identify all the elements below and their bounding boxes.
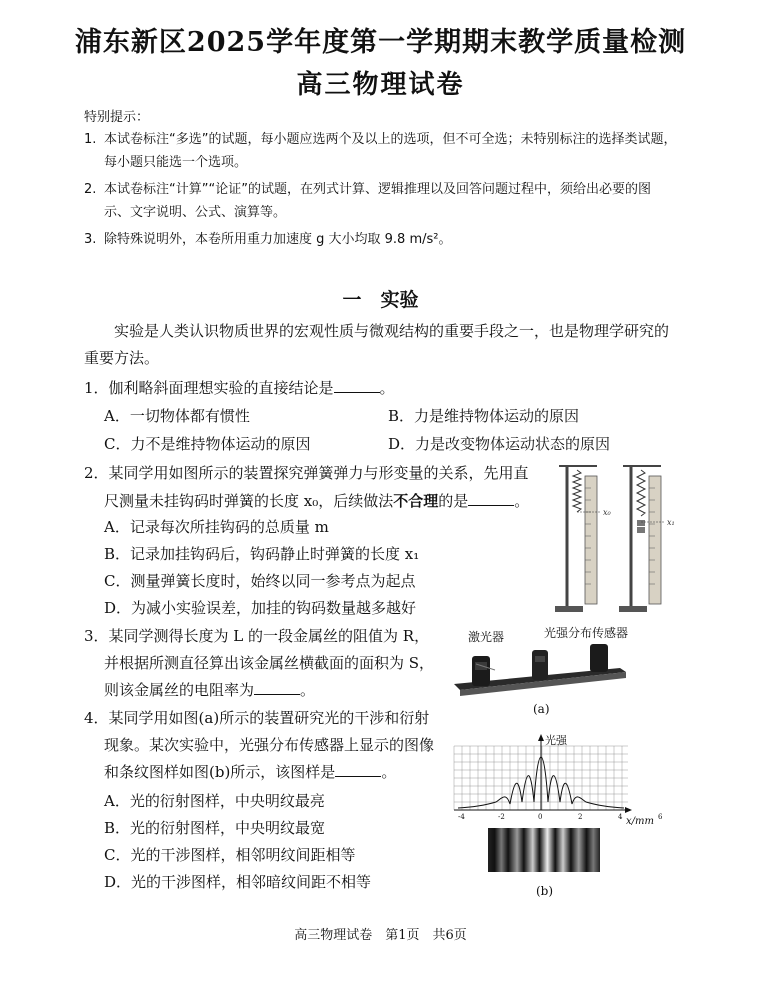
q4-text: 和条纹图样如图(b)所示，该图样是 — [104, 763, 336, 781]
intensity-graph-figure — [446, 732, 661, 882]
x-tick-label: -4 — [458, 813, 465, 821]
laser-rail-figure — [450, 644, 630, 702]
sensor-label: 光强分布传感器 — [544, 626, 629, 640]
section-title: 一 实验 — [342, 289, 419, 311]
x-axis-label: x/mm — [626, 816, 654, 827]
laser-label: 激光器 — [468, 630, 505, 644]
q4-option-b[interactable]: B．光的衍射图样，中央明纹最宽 — [104, 819, 326, 837]
x-tick-label: 4 — [618, 813, 623, 821]
fringe-pattern — [488, 828, 600, 872]
note-text: 示、文字说明、公式、演算等。 — [104, 205, 287, 220]
y-axis-label: 光强 — [545, 734, 567, 747]
q4-option-d[interactable]: D．光的干涉图样，相邻暗纹间距不相等 — [104, 873, 372, 891]
note-text: 除特殊说明外，本卷所用重力加速度 g 大小均取 9.8 m/s²。 — [104, 232, 452, 247]
q2-end: 。 — [514, 492, 530, 510]
x-tick-label: 6 — [658, 813, 663, 821]
note-num: 1. — [84, 132, 97, 147]
q3-line — [104, 676, 315, 705]
q4-end: 。 — [381, 763, 397, 781]
page-footer: 高三物理试卷 第1页 共6页 — [294, 928, 467, 943]
x-tick-label: -2 — [498, 813, 505, 821]
q3-end: 。 — [300, 681, 316, 699]
answer-blank[interactable] — [468, 491, 514, 506]
figure-b-caption: (b) — [536, 884, 554, 898]
q1-option-d[interactable]: D．力是改变物体运动状态的原因 — [388, 435, 611, 453]
q2-line — [104, 487, 529, 516]
answer-blank[interactable] — [334, 378, 380, 393]
note-text: 本试卷标注“多选”的试题，每小题应选两个及以上的选项，但不可全选；未特别标注的选择类试题， — [104, 132, 677, 147]
q2-option-d[interactable]: D．为减小实验误差，加挂的钩码数量越多越好 — [104, 599, 417, 617]
note-text: 本试卷标注“计算”“论证”的试题，在列式计算、逻辑推理以及回答问题过程中，须给出必要的图 — [104, 182, 651, 197]
spring-apparatus-figure — [555, 458, 685, 616]
q4-line — [104, 758, 396, 787]
q1-text: 1．伽利略斜面理想实验的直接结论是 — [84, 379, 334, 397]
q2-option-b[interactable]: B．记录加挂钩码后，钩码静止时弹簧的长度 x₁ — [104, 545, 420, 563]
q4-option-c[interactable]: C．光的干涉图样，相邻明纹间距相等 — [104, 846, 356, 864]
q1-option-c[interactable]: C．力不是维持物体运动的原因 — [104, 435, 311, 453]
q2-text: 的是 — [438, 492, 469, 510]
q4-option-a[interactable]: A．光的衍射图样，中央明纹最亮 — [104, 792, 325, 810]
x-tick-label: 0 — [538, 813, 543, 821]
q2-option-a[interactable]: A．记录每次所挂钩码的总质量 m — [104, 518, 329, 536]
notes-heading: 特别提示： — [84, 110, 150, 125]
section-intro: 实验是人类认识物质世界的宏观性质与微观结构的重要手段之一，也是物理学研究的 — [114, 322, 670, 340]
q3-line: 并根据所测直径算出该金属丝横截面的面积为 S， — [104, 654, 435, 672]
section-intro: 重要方法。 — [84, 349, 160, 367]
q4-line: 4．某同学用如图(a)所示的装置研究光的干涉和衍射 — [84, 709, 430, 727]
x-tick-label: 2 — [578, 813, 583, 821]
x1-label: x₁ — [667, 518, 675, 527]
note-num: 2. — [84, 182, 97, 197]
note-text: 每小题只能选一个选项。 — [104, 155, 248, 170]
figure-a-caption: (a) — [533, 702, 550, 716]
q2-option-c[interactable]: C．测量弹簧长度时，始终以同一参考点为起点 — [104, 572, 416, 590]
x0-label: x₀ — [603, 508, 611, 517]
q2-line: 2．某同学用如图所示的装置探究弹簧弹力与形变量的关系，先用直 — [84, 464, 529, 482]
q1-option-a[interactable]: A．一切物体都有惯性 — [104, 407, 250, 425]
exam-title: 浦东新区2025学年度第一学期期末教学质量检测 — [74, 27, 687, 58]
note-num: 3. — [84, 232, 97, 247]
q1-end: 。 — [379, 379, 395, 397]
answer-blank[interactable] — [335, 762, 381, 777]
q3-line: 3．某同学测得长度为 L 的一段金属丝的阻值为 R， — [84, 627, 430, 645]
exam-subtitle: 高三物理试卷 — [296, 70, 465, 100]
q1-option-b[interactable]: B．力是维持物体运动的原因 — [388, 407, 580, 425]
question-1-stem — [84, 374, 395, 403]
q4-line: 现象。某次实验中，光强分布传感器上显示的图像 — [104, 736, 435, 754]
q2-text: 尺测量未挂钩码时弹簧的长度 x₀，后续做法 — [104, 492, 394, 510]
answer-blank[interactable] — [254, 680, 300, 695]
q3-text: 则该金属丝的电阻率为 — [104, 681, 255, 699]
q2-emphasis: 不合理 — [393, 492, 439, 510]
